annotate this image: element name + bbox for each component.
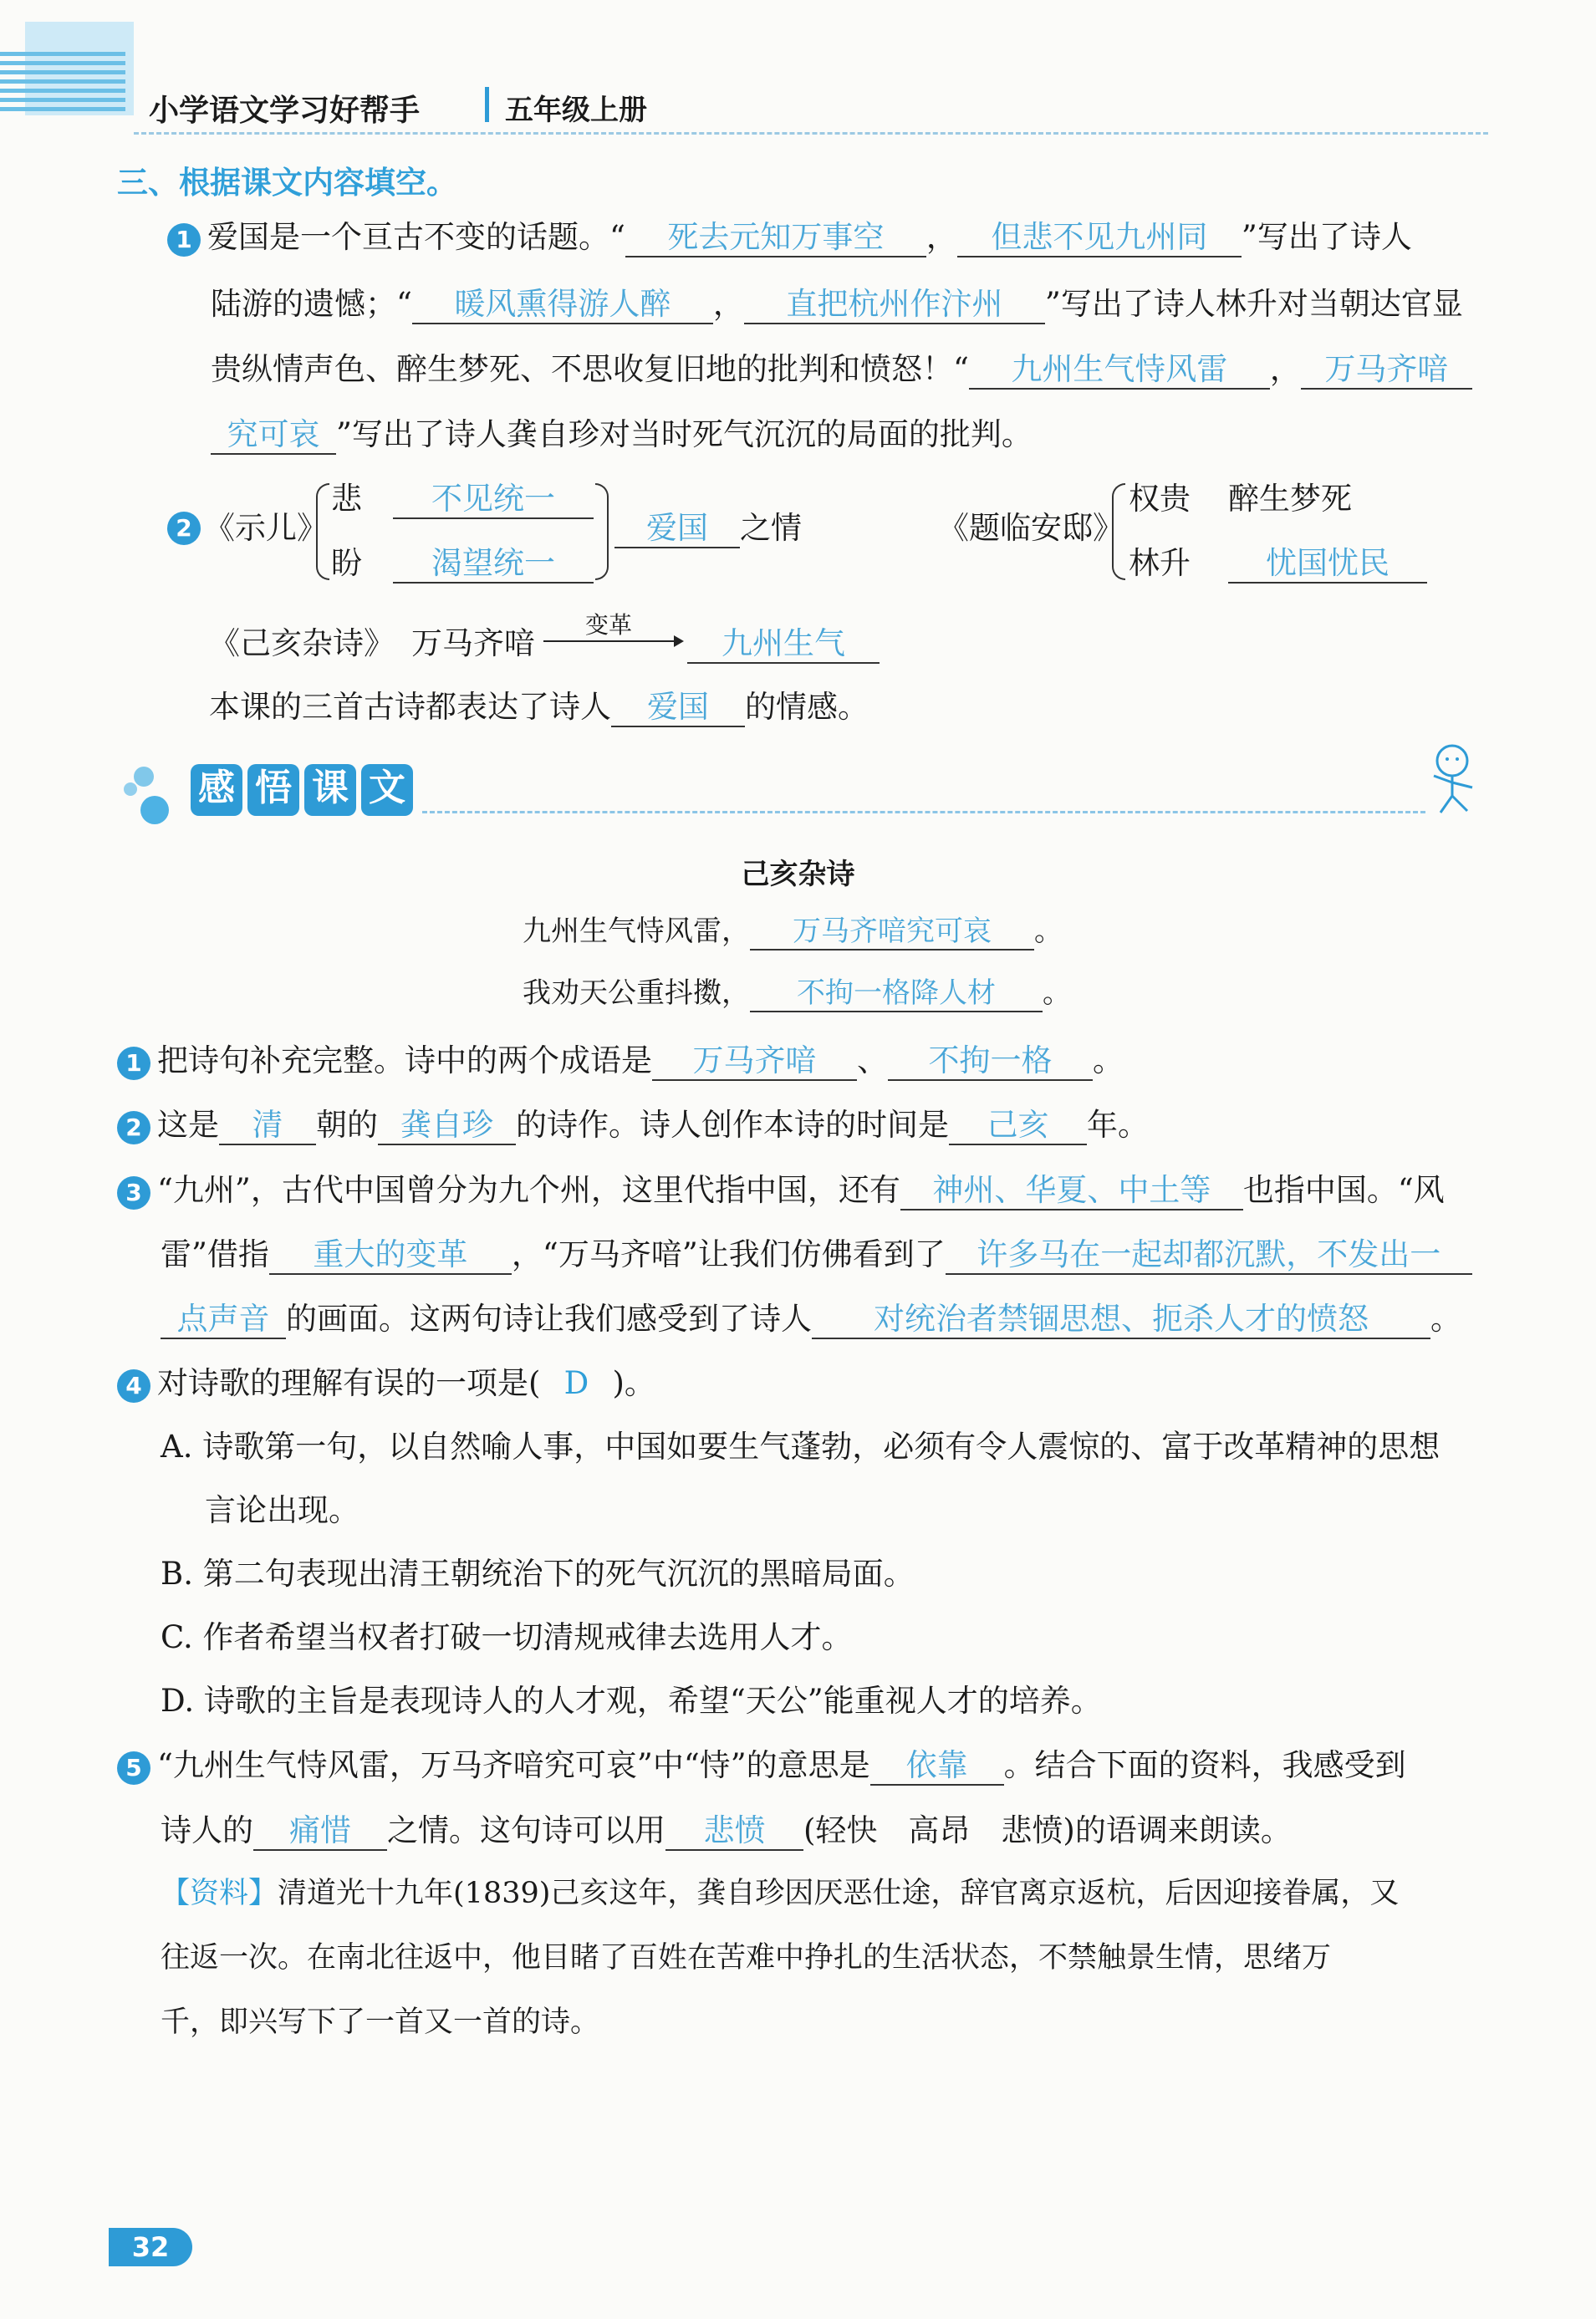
page-number: 32 (109, 2228, 192, 2266)
poem-answer[interactable]: 万马齐喑究可哀 (750, 915, 1034, 951)
reference-line1: 【资料】清道光十九年(1839)己亥这年，龚自珍因厌恶仕途，辞官离京返杭，后因迎接眷属，又 (161, 1877, 1400, 1910)
banner-dot (124, 782, 137, 796)
tilin-title: 《题临安邸》 (938, 510, 1124, 546)
question-3-line1: 3 “九州”，古代中国曾分为九个州，这里代指中国，还有 神州、华夏、中土等 也指中国。“风 (117, 1172, 1445, 1210)
answer-blank[interactable]: 己亥 (949, 1107, 1087, 1145)
question-number: 1 (167, 223, 201, 257)
question-1: 1 把诗句补充完整。诗中的两个成语是 万马齐喑 、 不拘一格 。 (117, 1042, 1124, 1081)
option-c: C. 作者希望当权者打破一切清规戒律去选用人才。 (161, 1619, 853, 1655)
answer-blank[interactable]: 爱国 (611, 689, 745, 727)
poem-title: 己亥杂诗 (741, 858, 855, 891)
question-number: 5 (117, 1751, 150, 1785)
header-dashed-line (134, 132, 1488, 135)
question-number: 1 (117, 1047, 150, 1080)
question-number: 2 (117, 1111, 150, 1144)
header-divider (485, 87, 489, 122)
linsheng-row: 林升 忧国忧民 (1129, 545, 1427, 584)
option-a-line1: A. 诗歌第一句，以自然喻人事，中国如要生气蓬勃，必须有令人震惊的、富于改革精神的思想 (161, 1429, 1440, 1465)
section-heading: 三、根据课文内容填空。 (117, 165, 457, 201)
answer-blank[interactable]: 重大的变革 (269, 1236, 512, 1275)
answer-blank[interactable]: 对统治者禁锢思想、扼杀人才的愤怒 (812, 1301, 1430, 1339)
answer-blank[interactable]: 死去元知万事空 (625, 219, 926, 257)
question-number: 4 (117, 1369, 150, 1403)
wanma-label: 万马齐喑 (411, 625, 535, 661)
cartoon-figure-icon (1417, 736, 1492, 819)
biange-label: 变革 (585, 611, 633, 639)
arrow-icon (543, 629, 686, 654)
banner-dashed-line (422, 811, 1425, 813)
answer-blank[interactable]: 万马齐喑 (652, 1042, 857, 1081)
answer-blank[interactable]: 直把杭州作汴州 (744, 286, 1045, 324)
emotion-answer[interactable]: 爱国 (614, 510, 740, 548)
banner-char: 感 (191, 764, 242, 816)
question-3-line2: 雷”借指 重大的变革 ，“万马齐喑”让我们仿佛看到了 许多马在一起却都沉默，不发出一 (161, 1236, 1472, 1275)
pan-answer[interactable]: 渴望统一 (393, 545, 594, 584)
question-number: 3 (117, 1176, 150, 1210)
bei-label: 悲 (331, 481, 362, 517)
jihai-answer[interactable]: 九州生气 (687, 625, 880, 664)
poem-line-2: 我劝天公重抖擞， 不拘一格降人材 。 (523, 976, 1071, 1012)
choice-answer[interactable]: D (563, 1365, 589, 1401)
poem-answer[interactable]: 不拘一格降人材 (750, 976, 1043, 1012)
reference-line2: 往返一次。在南北往返中，他目睹了百姓在苦难中挣扎的生活状态，不禁触景生情，思绪万 (161, 1941, 1332, 1975)
bei-answer[interactable]: 不见统一 (393, 481, 594, 519)
quangui-row: 权贵 醉生梦死 (1129, 481, 1352, 517)
left-brace (316, 483, 329, 580)
header-stripes (0, 52, 125, 124)
answer-blank[interactable]: 清 (219, 1107, 316, 1145)
poem-line-1: 九州生气恃风雷， 万马齐喑究可哀 。 (523, 915, 1063, 951)
emotion-row: 爱国 之情 (614, 510, 802, 548)
pan-label: 盼 (331, 545, 362, 581)
banner-dot (134, 767, 154, 787)
answer-blank[interactable]: 依靠 (870, 1747, 1004, 1786)
s3-q1-line1: 1 爱国是一个亘古不变的话题。“ 死去元知万事空 ， 但悲不见九州同 ”写出了诗人 (167, 219, 1412, 257)
shier-title: 《示儿》 (204, 510, 328, 546)
question-3-line3: 点声音 的画面。这两句诗让我们感受到了诗人 对统治者禁锢思想、扼杀人才的愤怒 。 (161, 1301, 1461, 1339)
option-a-line2: 言论出现。 (205, 1492, 359, 1528)
answer-blank[interactable]: 神州、华夏、中土等 (900, 1172, 1243, 1210)
question-4: 4 对诗歌的理解有误的一项是( D )。 (117, 1365, 655, 1403)
answer-blank[interactable]: 悲愤 (665, 1812, 803, 1851)
reference-label: 【资料】 (161, 1877, 278, 1910)
jihai-title: 《己亥杂诗》 (209, 625, 395, 661)
linsheng-answer[interactable]: 忧国忧民 (1228, 545, 1427, 584)
summary-line: 本课的三首古诗都表达了诗人 爱国 的情感。 (209, 689, 869, 727)
right-brace (595, 483, 609, 580)
s3-q1-line2: 陆游的遗憾；“ 暖风熏得游人醉 ， 直把杭州作汴州 ”写出了诗人林升对当朝达官显 (211, 286, 1463, 324)
banner-dot (140, 796, 169, 824)
answer-blank[interactable]: 许多马在一起却都沉默，不发出一 (946, 1236, 1472, 1275)
reference-line3: 千，即兴写下了一首又一首的诗。 (161, 2006, 600, 2039)
grade-label: 五年级上册 (505, 94, 647, 127)
answer-blank[interactable]: 究可哀 (211, 416, 336, 455)
banner-char: 悟 (247, 764, 299, 816)
question-number: 2 (167, 512, 201, 545)
s3-q1-line3: 贵纵情声色、醉生梦死、不思收复旧地的批判和愤怒！“ 九州生气恃风雷 ， 万马齐喑 (211, 351, 1472, 390)
question-2: 2 这是 清 朝的 龚自珍 的诗作。诗人创作本诗的时间是 己亥 年。 (117, 1107, 1149, 1145)
answer-blank[interactable]: 痛惜 (253, 1812, 387, 1851)
banner-char: 文 (361, 764, 413, 816)
question-5-line2: 诗人的 痛惜 之情。这句诗可以用 悲愤 (轻快 高昂 悲愤)的语调来朗读。 (161, 1812, 1292, 1851)
banner-char: 课 (304, 764, 356, 816)
answer-blank[interactable]: 但悲不见九州同 (957, 219, 1242, 257)
answer-blank[interactable]: 暖风熏得游人醉 (412, 286, 713, 324)
left-brace (1112, 483, 1125, 580)
answer-blank[interactable]: 万马齐喑 (1301, 351, 1472, 390)
s3-q1-line4: 究可哀 ”写出了诗人龚自珍对当时死气沉沉的局面的批判。 (211, 416, 1033, 455)
answer-blank[interactable]: 九州生气恃风雷 (969, 351, 1270, 390)
option-b: B. 第二句表现出清王朝统治下的死气沉沉的黑暗局面。 (161, 1556, 915, 1592)
answer-blank[interactable]: 点声音 (161, 1301, 286, 1339)
question-5-line1: 5 “九州生气恃风雷，万马齐喑究可哀”中“恃”的意思是 依靠 。结合下面的资料，我感受到 (117, 1747, 1406, 1786)
book-title: 小学语文学习好帮手 (149, 94, 421, 128)
answer-blank[interactable]: 不拘一格 (888, 1042, 1093, 1081)
answer-blank[interactable]: 龚自珍 (378, 1107, 516, 1145)
option-d: D. 诗歌的主旨是表现诗人的人才观，希望“天公”能重视人才的培养。 (161, 1683, 1102, 1719)
